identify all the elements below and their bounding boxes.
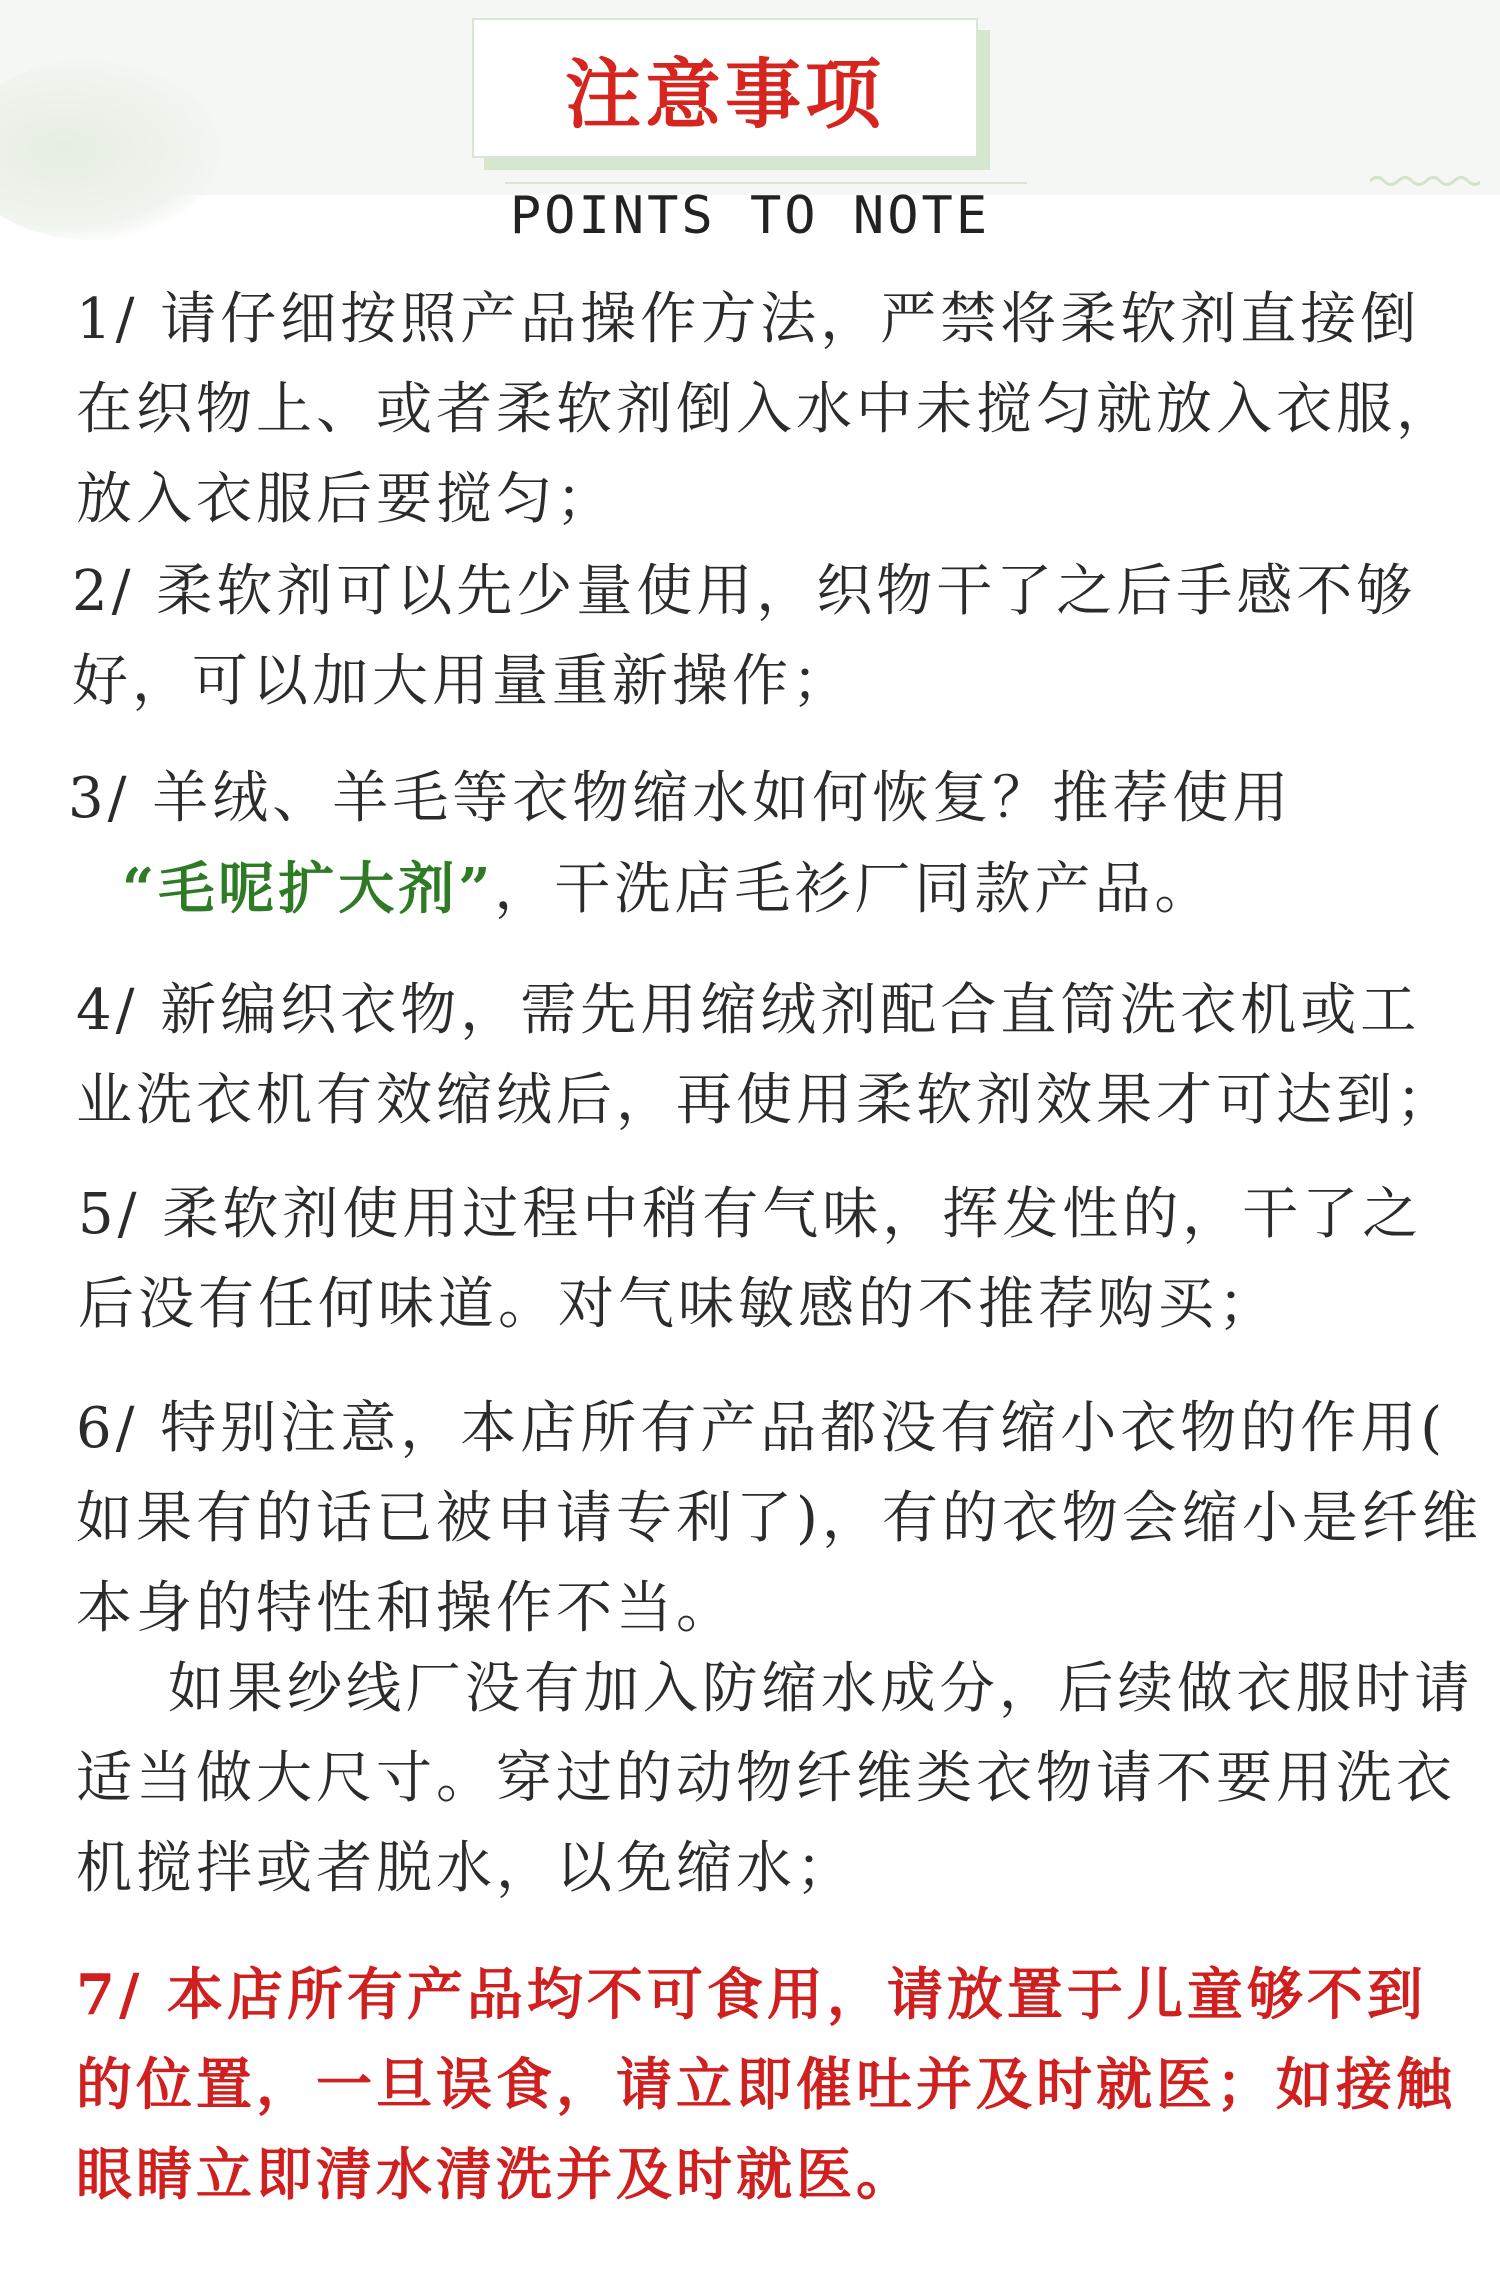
note-7-line-3: 眼睛立即清水清洗并及时就医。 bbox=[76, 2142, 916, 2208]
note-4-line-1: 4/ 新编织衣物，需先用缩绒剂配合直筒洗衣机或工 bbox=[76, 978, 1421, 1043]
note-1-line-2: 在织物上、或者柔软剂倒入水中未搅匀就放入衣服， bbox=[76, 377, 1456, 442]
note-2-line-1: 2/ 柔软剂可以先少量使用，织物干了之后手感不够 bbox=[72, 559, 1417, 624]
note-3-line-1: 3/ 羊绒、羊毛等衣物缩水如何恢复？推荐使用 bbox=[68, 766, 1293, 831]
note-7-line-1: 7/ 本店所有产品均不可食用，请放置于儿童够不到 bbox=[76, 1962, 1427, 2028]
page-subtitle: POINTS TO NOTE bbox=[509, 186, 991, 246]
note-3-line-2 bbox=[122, 844, 1214, 935]
note-7-line-2: 的位置，一旦误食，请立即催吐并及时就医；如接触 bbox=[76, 2052, 1456, 2118]
note-6-line-5: 适当做大尺寸。穿过的动物纤维类衣物请不要用洗衣 bbox=[76, 1746, 1456, 1811]
title-underline bbox=[505, 182, 1027, 184]
note-3-line-2-rest: ，干洗店毛衫厂同款产品。 bbox=[494, 857, 1215, 922]
note-6-line-6: 机搅拌或者脱水，以免缩水； bbox=[76, 1836, 856, 1901]
note-1-line-3: 放入衣服后要搅匀； bbox=[76, 467, 616, 532]
note-1-line-1: 1/ 请仔细按照产品操作方法，严禁将柔软剂直接倒 bbox=[76, 287, 1421, 352]
note-5-line-1: 5/ 柔软剂使用过程中稍有气味，挥发性的，干了之 bbox=[78, 1182, 1423, 1247]
note-6-line-4: 如果纱线厂没有加入防缩水成分，后续做衣服时请 bbox=[168, 1657, 1474, 1721]
note-4-line-2: 业洗衣机有效缩绒后，再使用柔软剂效果才可达到； bbox=[76, 1068, 1456, 1133]
note-6-line-3: 本身的特性和操作不当。 bbox=[76, 1576, 736, 1641]
title-box bbox=[472, 18, 978, 158]
page-title: 注意事项 bbox=[565, 49, 885, 139]
note-5-line-2: 后没有任何味道。对气味敏感的不推荐购买； bbox=[78, 1272, 1278, 1337]
note-6-line-2: 如果有的话已被申请专利了)，有的衣物会缩小是纤维 bbox=[76, 1486, 1482, 1551]
product-highlight: “毛呢扩大剂” bbox=[122, 856, 495, 922]
note-6-line-1: 6/ 特别注意，本店所有产品都没有缩小衣物的作用( bbox=[76, 1396, 1447, 1461]
note-2-line-2: 好，可以加大用量重新操作； bbox=[72, 649, 852, 714]
